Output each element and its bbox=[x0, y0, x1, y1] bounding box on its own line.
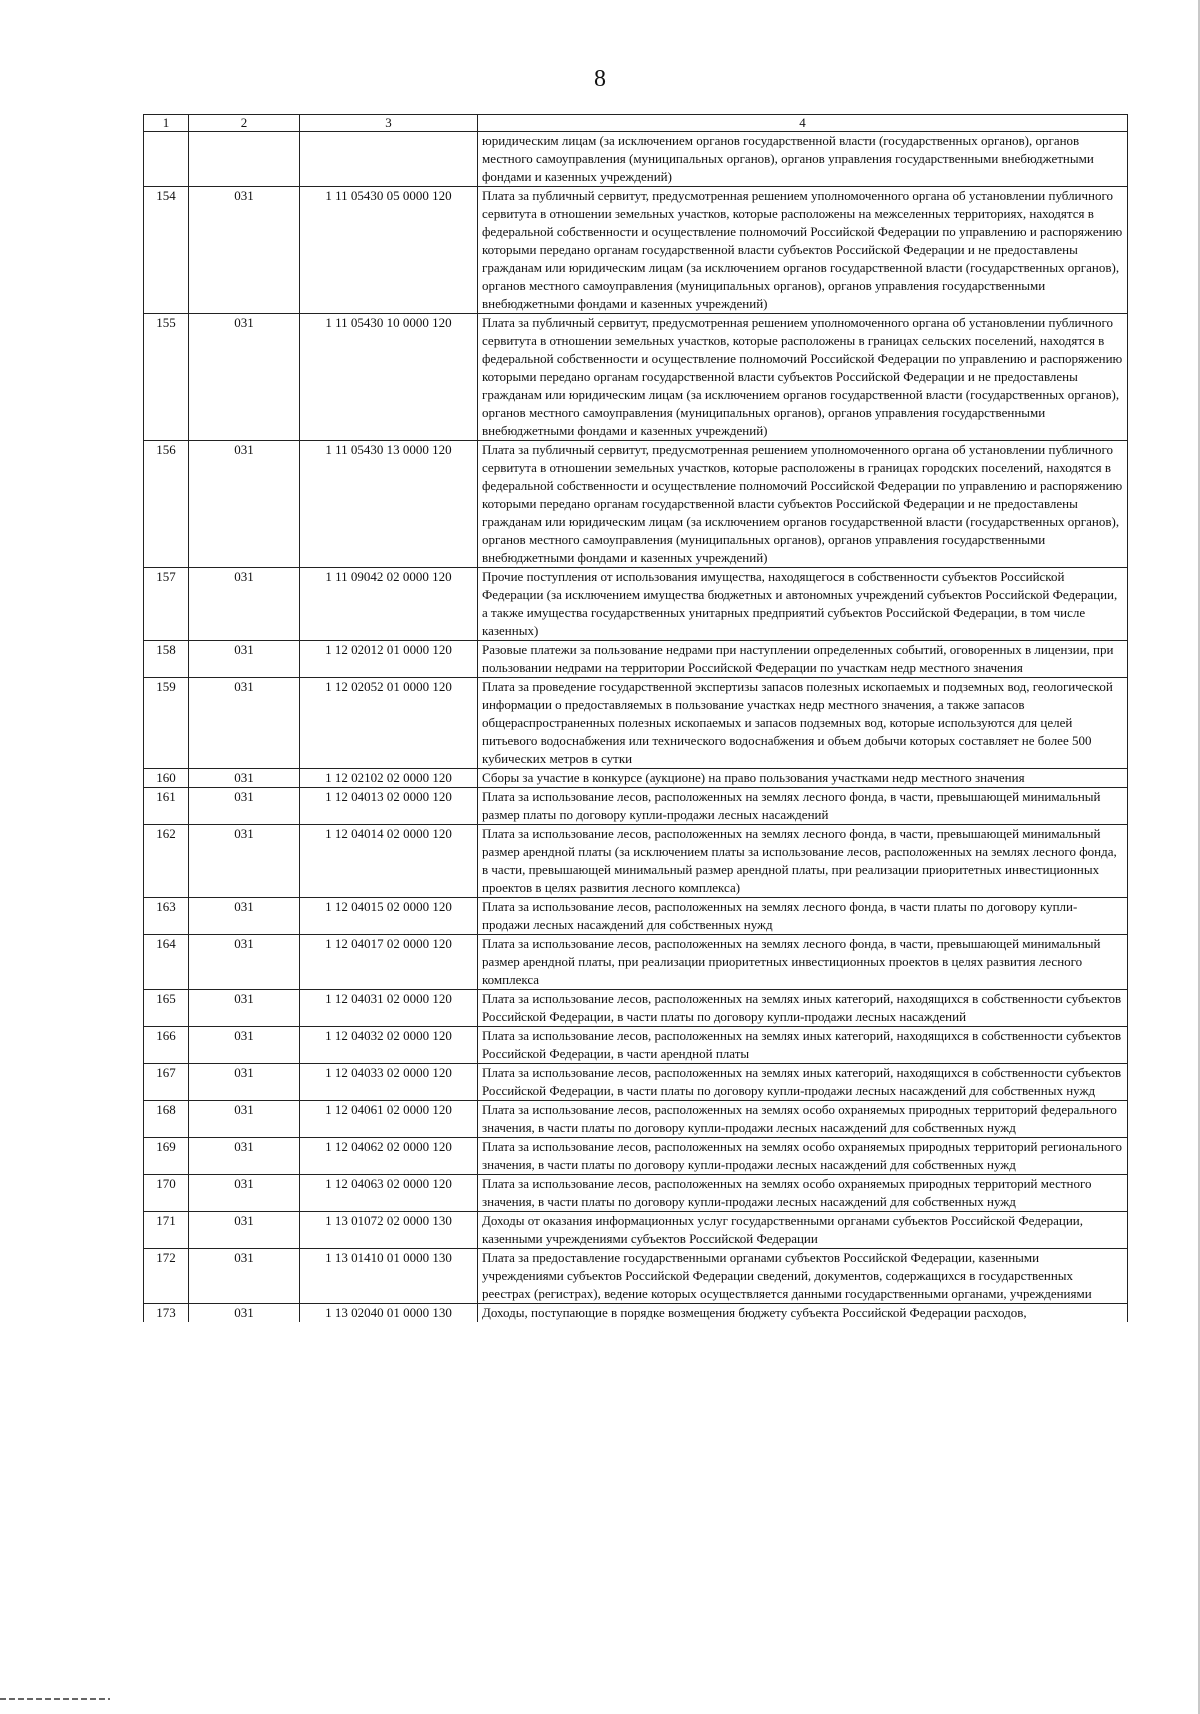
description-cell: Плата за использование лесов, расположенных на землях особо охраняемых природных территорий федерального значения, в части платы по договору купли-продажи лесных насаждений для собственных нужд bbox=[478, 1101, 1128, 1138]
row-number-cell: 166 bbox=[144, 1027, 189, 1064]
table-row bbox=[144, 769, 1128, 788]
row-number-cell: 164 bbox=[144, 935, 189, 990]
row-number-cell: 169 bbox=[144, 1138, 189, 1175]
page-number: 8 bbox=[594, 66, 606, 92]
row-number-cell: 163 bbox=[144, 898, 189, 935]
table-row bbox=[144, 1175, 1128, 1212]
header-row bbox=[144, 115, 1128, 132]
administrator-code-cell: 031 bbox=[189, 314, 300, 441]
table-header bbox=[144, 115, 1128, 132]
revenue-codes-table bbox=[143, 114, 1128, 1322]
description-cell: Плата за использование лесов, расположенных на землях особо охраняемых природных территорий местного значения, в части платы по договору купли-продажи лесных насаждений для собственных нужд bbox=[478, 1175, 1128, 1212]
budget-code-cell bbox=[300, 132, 478, 187]
row-number-cell: 156 bbox=[144, 441, 189, 568]
administrator-code-cell: 031 bbox=[189, 441, 300, 568]
table-row bbox=[144, 788, 1128, 825]
description-cell: Плата за использование лесов, расположенных на землях особо охраняемых природных территорий регионального значения, в части платы по договору купли-продажи лесных насаждений для собственных нужд bbox=[478, 1138, 1128, 1175]
description-cell: Плата за использование лесов, расположенных на землях иных категорий, находящихся в собственности субъектов Российской Федерации, в части платы по договору купли-продажи лесных насаждений для собственных нужд bbox=[478, 1064, 1128, 1101]
row-number-cell: 165 bbox=[144, 990, 189, 1027]
description-cell: Плата за публичный сервитут, предусмотренная решением уполномоченного органа об установлении публичного сервитута в отношении земельных участков, которые расположены в границах сельских поселений, находятся в федеральной собственности и осуществление полномочий Российской Федерации по управлению и распоряжению которыми передано органам государственной власти субъектов Российской Федерации и не предоставлены гражданам или юридическим лицам (за исключением органов государственной власти (государственных органов), органов местного самоуправления (муниципальных органов), органов управления государственными внебюджетными фондами и казенных учреждений) bbox=[478, 314, 1128, 441]
budget-code-cell: 1 11 09042 02 0000 120 bbox=[300, 568, 478, 641]
row-number-cell: 157 bbox=[144, 568, 189, 641]
administrator-code-cell: 031 bbox=[189, 641, 300, 678]
administrator-code-cell: 031 bbox=[189, 1249, 300, 1304]
description-cell: Плата за использование лесов, расположенных на землях лесного фонда, в части, превышающей минимальный размер платы по договору купли-продажи лесных насаждений bbox=[478, 788, 1128, 825]
description-cell: Сборы за участие в конкурсе (аукционе) на право пользования участками недр местного значения bbox=[478, 769, 1128, 788]
table-row bbox=[144, 1064, 1128, 1101]
description-cell: Прочие поступления от использования имущества, находящегося в собственности субъектов Российской Федерации (за исключением имущества бюджетных и автономных учреждений субъектов Российской Федерации, а также имущества государственных унитарных предприятий субъектов Российской Федерации, в том числе казенных) bbox=[478, 568, 1128, 641]
administrator-code-cell: 031 bbox=[189, 187, 300, 314]
row-number-cell: 173 bbox=[144, 1304, 189, 1323]
table-row bbox=[144, 1249, 1128, 1304]
administrator-code-cell: 031 bbox=[189, 898, 300, 935]
budget-code-cell: 1 13 01410 01 0000 130 bbox=[300, 1249, 478, 1304]
row-number-cell: 154 bbox=[144, 187, 189, 314]
administrator-code-cell: 031 bbox=[189, 990, 300, 1027]
administrator-code-cell: 031 bbox=[189, 769, 300, 788]
budget-code-cell: 1 12 04063 02 0000 120 bbox=[300, 1175, 478, 1212]
table-row bbox=[144, 678, 1128, 769]
administrator-code-cell: 031 bbox=[189, 1212, 300, 1249]
description-cell: Доходы от оказания информационных услуг государственными органами субъектов Российской Федерации, казенными учреждениями субъектов Российской Федерации bbox=[478, 1212, 1128, 1249]
column-header-1: 1 bbox=[144, 115, 189, 132]
table-row bbox=[144, 1304, 1128, 1323]
budget-code-cell: 1 12 04014 02 0000 120 bbox=[300, 825, 478, 898]
administrator-code-cell: 031 bbox=[189, 568, 300, 641]
budget-code-cell: 1 13 01072 02 0000 130 bbox=[300, 1212, 478, 1249]
budget-code-cell: 1 12 04013 02 0000 120 bbox=[300, 788, 478, 825]
row-number-cell: 159 bbox=[144, 678, 189, 769]
budget-code-cell: 1 12 04032 02 0000 120 bbox=[300, 1027, 478, 1064]
administrator-code-cell: 031 bbox=[189, 1304, 300, 1323]
row-number-cell: 161 bbox=[144, 788, 189, 825]
table-row bbox=[144, 187, 1128, 314]
description-cell: Плата за использование лесов, расположенных на землях лесного фонда, в части, превышающей минимальный размер арендной платы, при реализации приоритетных инвестиционных проектов в целях развития лесного комплекса bbox=[478, 935, 1128, 990]
administrator-code-cell: 031 bbox=[189, 1175, 300, 1212]
budget-code-cell: 1 12 04017 02 0000 120 bbox=[300, 935, 478, 990]
table-row bbox=[144, 132, 1128, 187]
description-cell: Доходы, поступающие в порядке возмещения бюджету субъекта Российской Федерации расходов, bbox=[478, 1304, 1128, 1323]
administrator-code-cell: 031 bbox=[189, 825, 300, 898]
table-row bbox=[144, 568, 1128, 641]
budget-code-cell: 1 12 04033 02 0000 120 bbox=[300, 1064, 478, 1101]
table-row bbox=[144, 641, 1128, 678]
description-cell: юридическим лицам (за исключением органов государственной власти (государственных органов), органов местного самоуправления (муниципальных органов), органов управления государственными внебюджетными фондами и казенных учреждений) bbox=[478, 132, 1128, 187]
budget-code-cell: 1 12 04031 02 0000 120 bbox=[300, 990, 478, 1027]
row-number-cell: 155 bbox=[144, 314, 189, 441]
row-number-cell: 170 bbox=[144, 1175, 189, 1212]
administrator-code-cell: 031 bbox=[189, 678, 300, 769]
table-body bbox=[144, 132, 1128, 1323]
table-row bbox=[144, 1212, 1128, 1249]
row-number-cell: 172 bbox=[144, 1249, 189, 1304]
row-number-cell: 162 bbox=[144, 825, 189, 898]
row-number-cell: 167 bbox=[144, 1064, 189, 1101]
budget-code-cell: 1 13 02040 01 0000 130 bbox=[300, 1304, 478, 1323]
administrator-code-cell: 031 bbox=[189, 935, 300, 990]
table-row bbox=[144, 1027, 1128, 1064]
administrator-code-cell: 031 bbox=[189, 1138, 300, 1175]
table-row bbox=[144, 314, 1128, 441]
table-row bbox=[144, 1138, 1128, 1175]
budget-code-cell: 1 12 04015 02 0000 120 bbox=[300, 898, 478, 935]
administrator-code-cell bbox=[189, 132, 300, 187]
description-cell: Плата за предоставление государственными органами субъектов Российской Федерации, казенными учреждениями субъектов Российской Федерации сведений, документов, содержащихся в государственных реестрах (регистрах), ведение которых осуществляется данными государственными органами, учреждениями bbox=[478, 1249, 1128, 1304]
budget-code-cell: 1 11 05430 05 0000 120 bbox=[300, 187, 478, 314]
budget-code-cell: 1 12 02102 02 0000 120 bbox=[300, 769, 478, 788]
description-cell: Плата за публичный сервитут, предусмотренная решением уполномоченного органа об установлении публичного сервитута в отношении земельных участков, которые расположены в границах городских поселений, находятся в федеральной собственности и осуществление полномочий Российской Федерации по управлению и распоряжению которыми передано органам государственной власти субъектов Российской Федерации и не предоставлены гражданам или юридическим лицам (за исключением органов государственной власти (государственных органов), органов местного самоуправления (муниципальных органов), органов управления государственными внебюджетными фондами и казенных учреждений) bbox=[478, 441, 1128, 568]
row-number-cell: 160 bbox=[144, 769, 189, 788]
row-number-cell: 168 bbox=[144, 1101, 189, 1138]
table-row bbox=[144, 935, 1128, 990]
column-header-4: 4 bbox=[478, 115, 1128, 132]
column-header-3: 3 bbox=[300, 115, 478, 132]
table-row bbox=[144, 1101, 1128, 1138]
column-header-2: 2 bbox=[189, 115, 300, 132]
description-cell: Разовые платежи за пользование недрами при наступлении определенных событий, оговоренных в лицензии, при пользовании недрами на территории Российской Федерации по участкам недр местного значения bbox=[478, 641, 1128, 678]
budget-code-cell: 1 12 02012 01 0000 120 bbox=[300, 641, 478, 678]
description-cell: Плата за использование лесов, расположенных на землях иных категорий, находящихся в собственности субъектов Российской Федерации, в части платы по договору купли-продажи лесных насаждений bbox=[478, 990, 1128, 1027]
administrator-code-cell: 031 bbox=[189, 1101, 300, 1138]
table-row bbox=[144, 898, 1128, 935]
budget-code-cell: 1 11 05430 10 0000 120 bbox=[300, 314, 478, 441]
administrator-code-cell: 031 bbox=[189, 788, 300, 825]
budget-code-cell: 1 12 04062 02 0000 120 bbox=[300, 1138, 478, 1175]
description-cell: Плата за публичный сервитут, предусмотренная решением уполномоченного органа об установлении публичного сервитута в отношении земельных участков, которые расположены на межселенных территориях, находятся в федеральной собственности и осуществление полномочий Российской Федерации по управлению и распоряжению которыми передано органам государственной власти субъектов Российской Федерации и не предоставлены гражданам или юридическим лицам (за исключением органов государственной власти (государственных органов), органов местного самоуправления (муниципальных органов), органов управления государственными внебюджетными фондами и казенных учреждений) bbox=[478, 187, 1128, 314]
table-row bbox=[144, 441, 1128, 568]
row-number-cell bbox=[144, 132, 189, 187]
description-cell: Плата за использование лесов, расположенных на землях иных категорий, находящихся в собственности субъектов Российской Федерации, в части арендной платы bbox=[478, 1027, 1128, 1064]
description-cell: Плата за использование лесов, расположенных на землях лесного фонда, в части платы по договору купли-продажи лесных насаждений для собственных нужд bbox=[478, 898, 1128, 935]
table-row bbox=[144, 825, 1128, 898]
budget-code-cell: 1 11 05430 13 0000 120 bbox=[300, 441, 478, 568]
budget-code-cell: 1 12 04061 02 0000 120 bbox=[300, 1101, 478, 1138]
administrator-code-cell: 031 bbox=[189, 1027, 300, 1064]
table-row bbox=[144, 990, 1128, 1027]
scan-artifact bbox=[0, 1698, 110, 1700]
row-number-cell: 171 bbox=[144, 1212, 189, 1249]
row-number-cell: 158 bbox=[144, 641, 189, 678]
description-cell: Плата за использование лесов, расположенных на землях лесного фонда, в части, превышающей минимальный размер арендной платы (за исключением платы за использование лесов, расположенных на землях лесного фонда, в части, превышающей минимальный размер арендной платы, при реализации приоритетных инвестиционных проектов в целях развития лесного комплекса) bbox=[478, 825, 1128, 898]
administrator-code-cell: 031 bbox=[189, 1064, 300, 1101]
description-cell: Плата за проведение государственной экспертизы запасов полезных ископаемых и подземных вод, геологической информации о предоставляемых в пользование участках недр местного значения, а также запасов общераспространенных полезных ископаемых и запасов подземных вод, которые используются для целей питьевого водоснабжения или технического водоснабжения и объем добычи которых составляет не более 500 кубических метров в сутки bbox=[478, 678, 1128, 769]
budget-code-cell: 1 12 02052 01 0000 120 bbox=[300, 678, 478, 769]
